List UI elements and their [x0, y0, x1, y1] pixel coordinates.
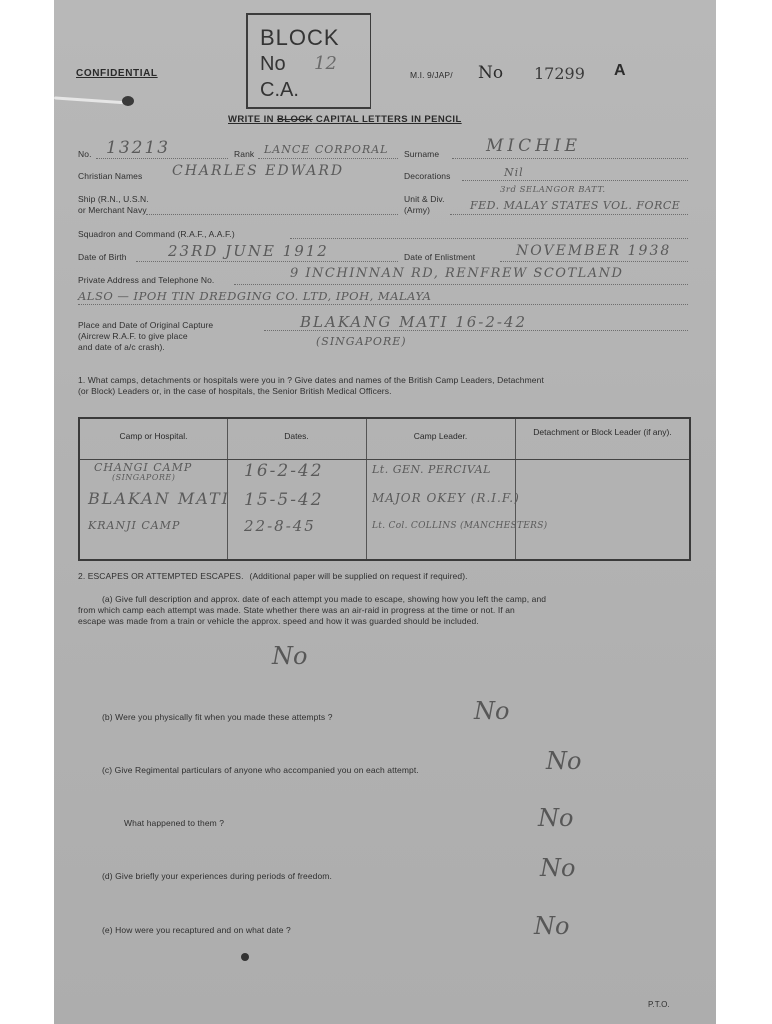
answer-2b: No [474, 697, 510, 725]
answer-2c: No [546, 747, 582, 775]
address-line-2 [78, 304, 688, 305]
binder-string [54, 94, 138, 108]
surname-value: MICHIE [486, 136, 582, 156]
answer-2a: No [272, 642, 308, 670]
squadron-label: Squadron and Command (R.A.F., A.A.F.) [78, 229, 235, 239]
stamp-number: 12 [314, 53, 337, 74]
rank-value: LANCE CORPORAL [264, 143, 389, 156]
answer-2c-followup: No [538, 804, 574, 832]
question2e: (e) How were you recaptured and on what date ? [102, 925, 291, 935]
address-value-1: 9 INCHINNAN RD, RENFREW SCOTLAND [290, 266, 624, 281]
christian-names-label: Christian Names [78, 171, 143, 181]
instruction-part2: CAPITAL LETTERS IN PENCIL [312, 114, 462, 125]
table-col-divider [515, 419, 516, 559]
no-value: 13213 [106, 138, 171, 158]
question2-title-text: 2. ESCAPES OR ATTEMPTED ESCAPES. [78, 571, 244, 581]
capture-value-1: BLAKANG MATI 16-2-42 [300, 313, 528, 331]
squadron-line [290, 238, 688, 239]
form-page [54, 0, 716, 1024]
serial-no-label: No [478, 63, 504, 83]
address-label: Private Address and Telephone No. [78, 275, 215, 285]
christian-names-value: CHARLES EDWARD [172, 163, 345, 179]
address-line-1 [234, 284, 688, 285]
decorations-label: Decorations [404, 171, 451, 181]
question2b: (b) Were you physically fit when you made these attempts ? [102, 712, 333, 722]
row-leader: MAJOR OKEY (R.I.F.) [372, 491, 520, 505]
enlistment-label: Date of Enlistment [404, 252, 476, 262]
punch-hole-lower [241, 953, 249, 961]
decorations-value: Nil [504, 166, 524, 179]
no-line [96, 158, 228, 159]
pto-label: P.T.O. [648, 1000, 670, 1009]
row-camp: CHANGI CAMP [94, 461, 193, 474]
enlistment-line [500, 261, 688, 262]
unit-line [450, 214, 688, 215]
unit-value-2: FED. MALAY STATES VOL. FORCE [470, 199, 681, 212]
capture-label-3: and date of a/c crash). [78, 342, 165, 352]
punch-hole [122, 96, 134, 106]
stamp-no-text: No [260, 53, 286, 75]
ship-label-1: Ship (R.N., U.S.N. [78, 194, 149, 204]
question2-title [78, 571, 468, 581]
surname-label: Surname [404, 149, 440, 159]
row-camp-note: (SINGAPORE) [112, 473, 176, 482]
address-value-2: ALSO — IPOH TIN DREDGING CO. LTD, IPOH, MALAYA [78, 289, 432, 303]
dob-value: 23RD JUNE 1912 [168, 242, 329, 260]
question1-line1: 1. What camps, detachments or hospitals were you in ? Give dates and names of the British Camp Leaders, Detachment [78, 375, 544, 385]
answer-2e: No [534, 912, 570, 940]
instruction-struck: BLOCK [277, 114, 313, 125]
dob-line [136, 261, 398, 262]
enlistment-value: NOVEMBER 1938 [516, 243, 672, 259]
capture-label-1: Place and Date of Original Capture [78, 320, 214, 330]
surname-line [452, 158, 688, 159]
instruction-part1: WRITE IN [228, 114, 277, 125]
table-header-leader: Camp Leader. [413, 431, 468, 441]
decorations-line [462, 180, 688, 181]
confidential-label: CONFIDENTIAL [76, 68, 158, 79]
capture-label-2: (Aircrew R.A.F. to give place [78, 331, 188, 341]
row-date: 22-8-45 [244, 517, 316, 535]
pencil-instruction [228, 114, 462, 125]
row-leader: Lt. GEN. PERCIVAL [372, 463, 491, 476]
ref-prefix: M.I. 9/JAP/ [410, 70, 453, 80]
capture-value-2: (SINGAPORE) [316, 335, 407, 348]
table-header-dates: Dates. [284, 431, 309, 441]
question2a-line1: (a) Give full description and approx. date of each attempt you made to escape, showing how you left the camp, and [102, 594, 547, 604]
unit-label-2: (Army) [404, 205, 431, 215]
binder-cord [54, 96, 130, 104]
unit-value-1: 3rd SELANGOR BATT. [500, 185, 606, 195]
block-stamp [246, 13, 371, 109]
row-leader: Lt. Col. COLLINS (MANCHESTERS) [372, 521, 548, 531]
serial-number: 17299 [534, 64, 585, 83]
table-header-camp: Camp or Hospital. [119, 431, 188, 441]
ship-label-2: or Merchant Navy [78, 205, 147, 215]
unit-label-1: Unit & Div. [404, 194, 445, 204]
stamp-ca-text: C.A. [260, 79, 299, 101]
question2c: (c) Give Regimental particulars of anyone who accompanied you on each attempt. [102, 765, 419, 775]
row-camp: KRANJI CAMP [88, 519, 181, 532]
ship-line [146, 214, 398, 215]
row-camp: BLAKAN MATI [88, 489, 230, 508]
table-header-detachment: Detachment or Block Leader (if any). [533, 427, 672, 437]
rank-line [258, 158, 398, 159]
table-header-divider [80, 459, 689, 460]
rank-label: Rank [234, 149, 255, 159]
row-date: 15-5-42 [244, 490, 324, 510]
question2c-followup: What happened to them ? [124, 818, 225, 828]
answer-2d: No [540, 854, 576, 882]
series-letter: A [614, 62, 626, 79]
camp-table [78, 417, 691, 561]
no-label: No. [78, 149, 92, 159]
question2-title-note: (Additional paper will be supplied on request if required). [249, 571, 468, 581]
question2d: (d) Give briefly your experiences during periods of freedom. [102, 871, 332, 881]
row-date: 16-2-42 [244, 461, 324, 481]
question2a-line3: escape was made from a train or vehicle the approx. speed and how it was guarded should be included. [78, 616, 479, 626]
stamp-block-text: BLOCK [260, 25, 340, 50]
dob-label: Date of Birth [78, 252, 127, 262]
question1-line2: (or Block) Leaders or, in the case of hospitals, the Senior British Medical Officers. [78, 386, 392, 396]
question2a-line2: from which camp each attempt was made. State whether there was an air-raid in progress at the time or not. If an [78, 605, 515, 615]
